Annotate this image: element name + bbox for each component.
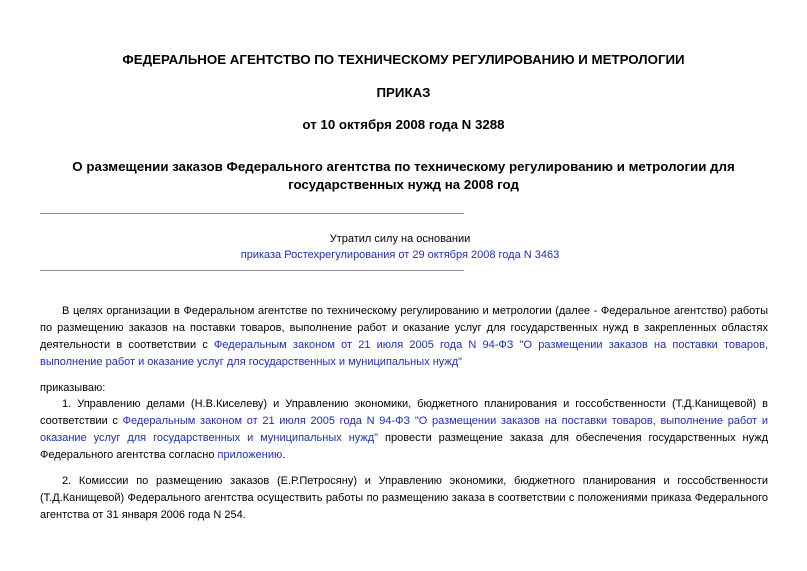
agency-name: ФЕДЕРАЛЬНОЕ АГЕНТСТВО ПО ТЕХНИЧЕСКОМУ РЕГУЛИРОВАНИЮ И МЕТРОЛОГИИ [122,52,685,67]
order-word: приказываю: [40,382,106,394]
item-2-paragraph: 2. Комиссии по размещению заказов (Е.Р.Петросяну) и Управлению экономики, бюджетного планирования и госсобственности (Т.Д.Канищевой) Федерального агентства осуществить работы по размещению заказа в соответствии с положениями приказа Федерального агентства от 31 января 2006 года N 254. [40,475,768,521]
item-1-paragraph [40,396,768,464]
item-1-text-middle: провести размещение заказа для обеспечения государственных нужд Федерального агентства согласно [40,432,768,461]
status-note-link-line [40,248,760,262]
divider-bottom [40,270,464,271]
document-date-number: от 10 октября 2008 года N 3288 [302,117,505,132]
preamble-paragraph [40,303,768,371]
item-1-text-end: . [282,449,286,461]
document-title: О размещении заказов Федерального агентства по техническому регулированию и метрологии для государственных нужд на 2008 год [72,159,735,192]
item-1-federal-law-link[interactable]: Федеральным законом от 21 июля 2005 года N 94-ФЗ "О размещении заказов на поставки товаров, выполнение работ и оказание услуг для государственных и муниципальных нужд" [40,415,768,444]
preamble-text: В целях организации в Федеральном агентстве по техническому регулированию и метрологии (далее - Федеральное агентство) работы по размещению заказов на поставки товаров, выполнение работ и оказание услуг для государственных нужд в закрепленных областях деятельности в соответствии с [40,305,768,351]
repeal-order-link[interactable]: приказа Ростехрегулирования от 29 октября 2008 года N 3463 [240,249,560,261]
appendix-link[interactable]: приложению [217,449,283,461]
item-1-text: 1. Управлению делами (Н.В.Киселеву) и Управлению экономики, бюджетного планирования и госсобственности (Т.Д.Канищевой) в соответствии с [40,398,768,427]
divider-top [40,213,464,214]
status-note-text: Утратил силу на основании [329,233,471,245]
document-type: ПРИКАЗ [376,85,431,100]
federal-law-link[interactable]: Федеральным законом от 21 июля 2005 года N 94-ФЗ "О размещении заказов на поставки товаров, выполнение работ и оказание услуг для государственных и муниципальных нужд" [40,339,769,368]
